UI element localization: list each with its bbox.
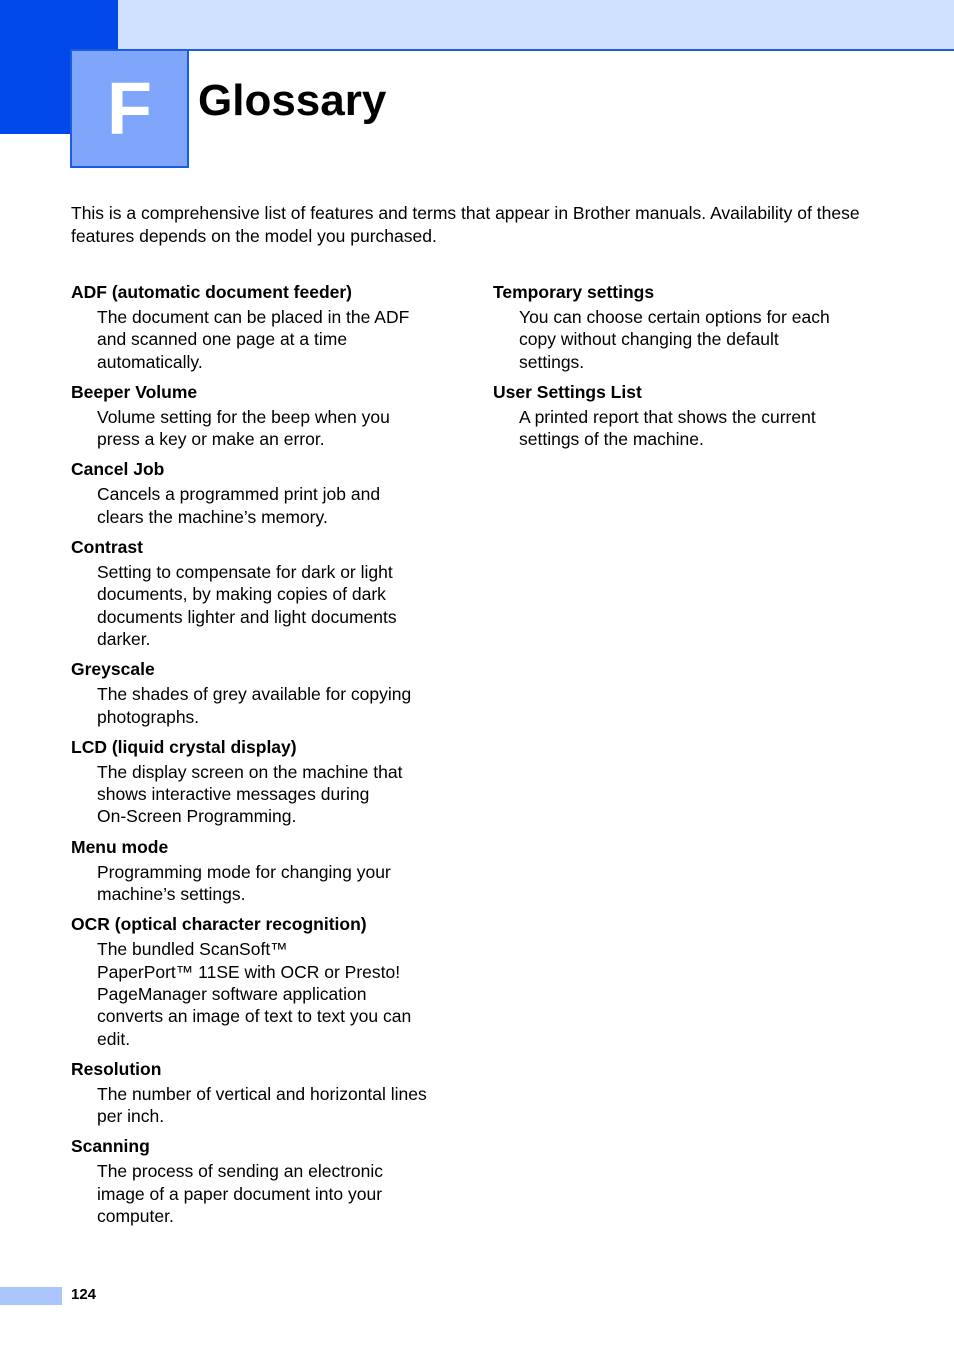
chapter-letter: F <box>106 67 153 150</box>
chapter-letter-box <box>70 49 189 168</box>
glossary-entry-contrast <box>71 536 441 650</box>
glossary-entry-resolution <box>71 1058 441 1128</box>
definition-line: copy without changing the default <box>519 329 779 350</box>
glossary-definition <box>97 561 442 650</box>
definition-line: image of a paper document into your <box>97 1183 383 1204</box>
glossary-entry-beeper-volume <box>71 381 441 451</box>
glossary-term: OCR (optical character recognition) <box>71 914 367 935</box>
footer-tab <box>0 1287 62 1305</box>
glossary-definition <box>97 1160 442 1227</box>
glossary-term: LCD (liquid crystal display) <box>71 736 297 757</box>
definition-line: Programming mode for changing your <box>97 861 391 882</box>
definition-line: The number of vertical and horizontal lines <box>97 1083 427 1104</box>
definition-line: automatically. <box>97 351 203 372</box>
glossary-term: Temporary settings <box>493 282 655 302</box>
header-band <box>118 0 954 51</box>
glossary-entry-temporary-settings <box>493 281 863 373</box>
definition-line: clears the machine’s memory. <box>97 506 328 527</box>
glossary-definition <box>97 861 442 906</box>
glossary-definition <box>97 306 442 373</box>
glossary-term: User Settings List <box>493 381 642 402</box>
glossary-term: Greyscale <box>71 659 155 680</box>
glossary-left-column <box>71 281 441 1235</box>
definition-line: shows interactive messages during <box>97 784 370 805</box>
glossary-term: Beeper Volume <box>71 381 198 402</box>
definition-line: converts an image of text to text you can <box>97 1006 412 1027</box>
glossary-definition <box>97 483 442 528</box>
glossary-right-column <box>493 281 863 458</box>
definition-line: documents, by making copies of dark <box>97 584 386 605</box>
glossary-term: ADF (automatic document feeder) <box>71 282 352 302</box>
glossary-entry-menu-mode <box>71 836 441 906</box>
definition-line: machine’s settings. <box>97 884 246 905</box>
glossary-definition <box>97 761 442 828</box>
glossary-definition <box>519 406 864 451</box>
definition-line: photographs. <box>97 706 200 727</box>
intro-paragraph: This is a comprehensive list of features and terms that appear in Brother manuals. Availability of these features depends on the model you purchased. <box>71 203 860 246</box>
definition-line: documents lighter and light documents <box>97 606 397 627</box>
glossary-definition <box>97 938 442 1049</box>
page-number: 124 <box>71 1286 97 1303</box>
definition-line: On-Screen Programming. <box>97 806 297 827</box>
glossary-entry-adf <box>71 281 441 373</box>
definition-line: Setting to compensate for dark or light <box>97 562 393 583</box>
definition-line: settings. <box>519 351 585 372</box>
glossary-entry-ocr <box>71 913 441 1049</box>
definition-line: The shades of grey available for copying <box>97 684 412 705</box>
glossary-definition <box>97 683 442 728</box>
glossary-term: Menu mode <box>71 836 169 857</box>
definition-line: The bundled ScanSoft™ <box>97 939 288 960</box>
glossary-entry-scanning <box>71 1135 441 1227</box>
glossary-definition <box>97 406 442 451</box>
definition-line: darker. <box>97 628 151 649</box>
definition-line: The display screen on the machine that <box>97 761 403 782</box>
definition-line: press a key or make an error. <box>97 429 325 450</box>
definition-line: edit. <box>97 1028 131 1049</box>
glossary-term: Scanning <box>71 1136 150 1157</box>
glossary-entry-cancel-job <box>71 458 441 528</box>
glossary-entry-lcd <box>71 736 441 828</box>
glossary-term: Cancel Job <box>71 459 165 480</box>
page-title: Glossary <box>198 76 387 125</box>
glossary-term: Contrast <box>71 537 143 558</box>
glossary-entry-greyscale <box>71 658 441 728</box>
definition-line: A printed report that shows the current <box>519 406 816 427</box>
glossary-definition <box>97 1083 442 1128</box>
definition-line: per inch. <box>97 1106 165 1127</box>
glossary-entry-user-settings-list <box>493 381 863 451</box>
definition-line: Volume setting for the beep when you <box>97 406 390 427</box>
definition-line: PageManager software application <box>97 983 367 1004</box>
definition-line: settings of the machine. <box>519 429 704 450</box>
glossary-definition <box>519 306 864 373</box>
definition-line: The process of sending an electronic <box>97 1161 383 1182</box>
definition-line: Cancels a programmed print job and <box>97 484 381 505</box>
glossary-term: Resolution <box>71 1058 162 1079</box>
definition-line: computer. <box>97 1206 174 1227</box>
definition-line: You can choose certain options for each <box>519 307 830 327</box>
definition-line: PaperPort™ 11SE with OCR or Presto! <box>97 961 401 982</box>
definition-line: The document can be placed in the ADF <box>97 307 410 327</box>
definition-line: and scanned one page at a time <box>97 329 348 350</box>
